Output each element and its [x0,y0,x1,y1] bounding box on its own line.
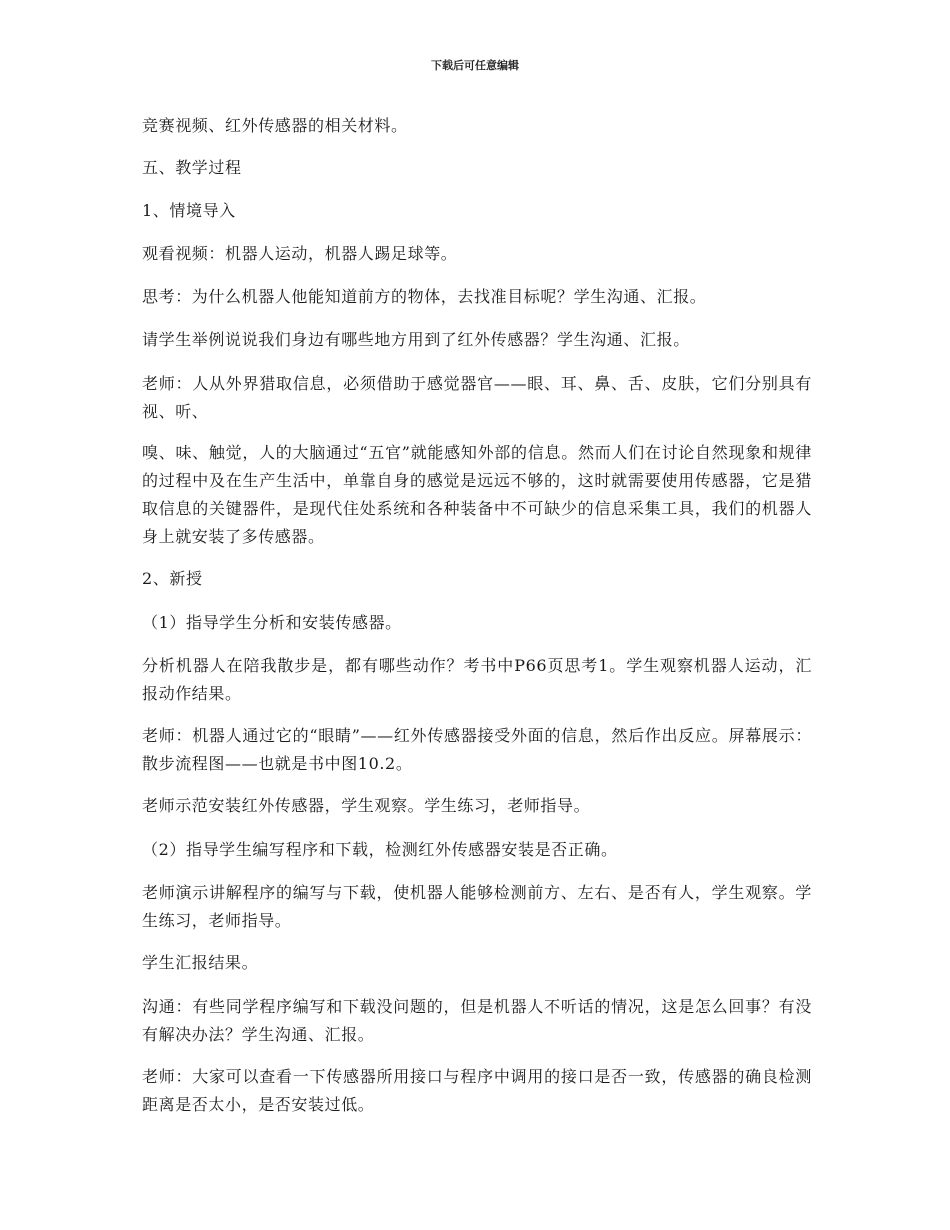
paragraph-analyze-robot: 分析机器人在陪我散步是，都有哪些动作？考书中P66页思考1。学生观察机器人运动，汇报动作结果。 [142,656,812,703]
paragraph-sensors-intro: 嗅、味、触觉，人的大脑通过“五官”就能感知外部的信息。然而人们在讨论自然现象和规律的过程中及在生产生活中，单靠自身的感觉是远远不够的，这时就需要使用传感器，它是猎取信息的关键器件，是现代住处系统和各种装备中不可缺少的信息采集工具，我们的机器人身上就安装了多传感器。 [142,443,812,546]
paragraph-report-results: 学生汇报结果。 [142,953,259,972]
paragraph-communication: 沟通：有些同学程序编写和下载没问题的，但是机器人不听话的情况，这是怎么回事？有没有解决办法？学生沟通、汇报。 [142,997,812,1044]
paragraph-teacher-eyes: 老师：机器人通过它的“眼睛”——红外传感器接受外面的信息，然后作出反应。屏幕展示：散步流程图——也就是书中图10.2。 [142,726,812,773]
page-header-note: 下载后可任意编辑 [431,59,519,72]
paragraph-demo-program: 老师演示讲解程序的编写与下载，使机器人能够检测前方、左右、是否有人，学生观察。学生练习，老师指导。 [142,883,812,930]
paragraph-demo-install: 老师示范安装红外传感器，学生观察。学生练习，老师指导。 [142,796,591,815]
subheading-situation-intro: 1、情境导入 [142,201,236,220]
paragraph-watch-video: 观看视频：机器人运动，机器人踢足球等。 [142,244,458,263]
subheading-step-2: （2）指导学生编写程序和下载，检测红外传感器安装是否正确。 [142,840,618,859]
paragraph-teacher-check: 老师：大家可以查看一下传感器所用接口与程序中调用的接口是否一致，传感器的确良检测距离是否太小，是否安装过低。 [142,1067,812,1114]
subheading-new-lesson: 2、新授 [142,569,203,588]
paragraph-teacher-senses: 老师：人从外界猎取信息，必须借助于感觉器官——眼、耳、鼻、舌、皮肤，它们分别具有视、听、 [142,374,812,421]
section-heading-teaching-process: 五、教学过程 [142,158,242,177]
paragraph-materials: 竞赛视频、红外传感器的相关材料。 [142,116,408,135]
paragraph-examples: 请学生举例说说我们身边有哪些地方用到了红外传感器？学生沟通、汇报。 [142,330,690,349]
subheading-step-1: （1）指导学生分析和安装传感器。 [142,613,402,632]
paragraph-thinking: 思考：为什么机器人他能知道前方的物体，去找准目标呢？学生沟通、汇报。 [142,287,707,306]
